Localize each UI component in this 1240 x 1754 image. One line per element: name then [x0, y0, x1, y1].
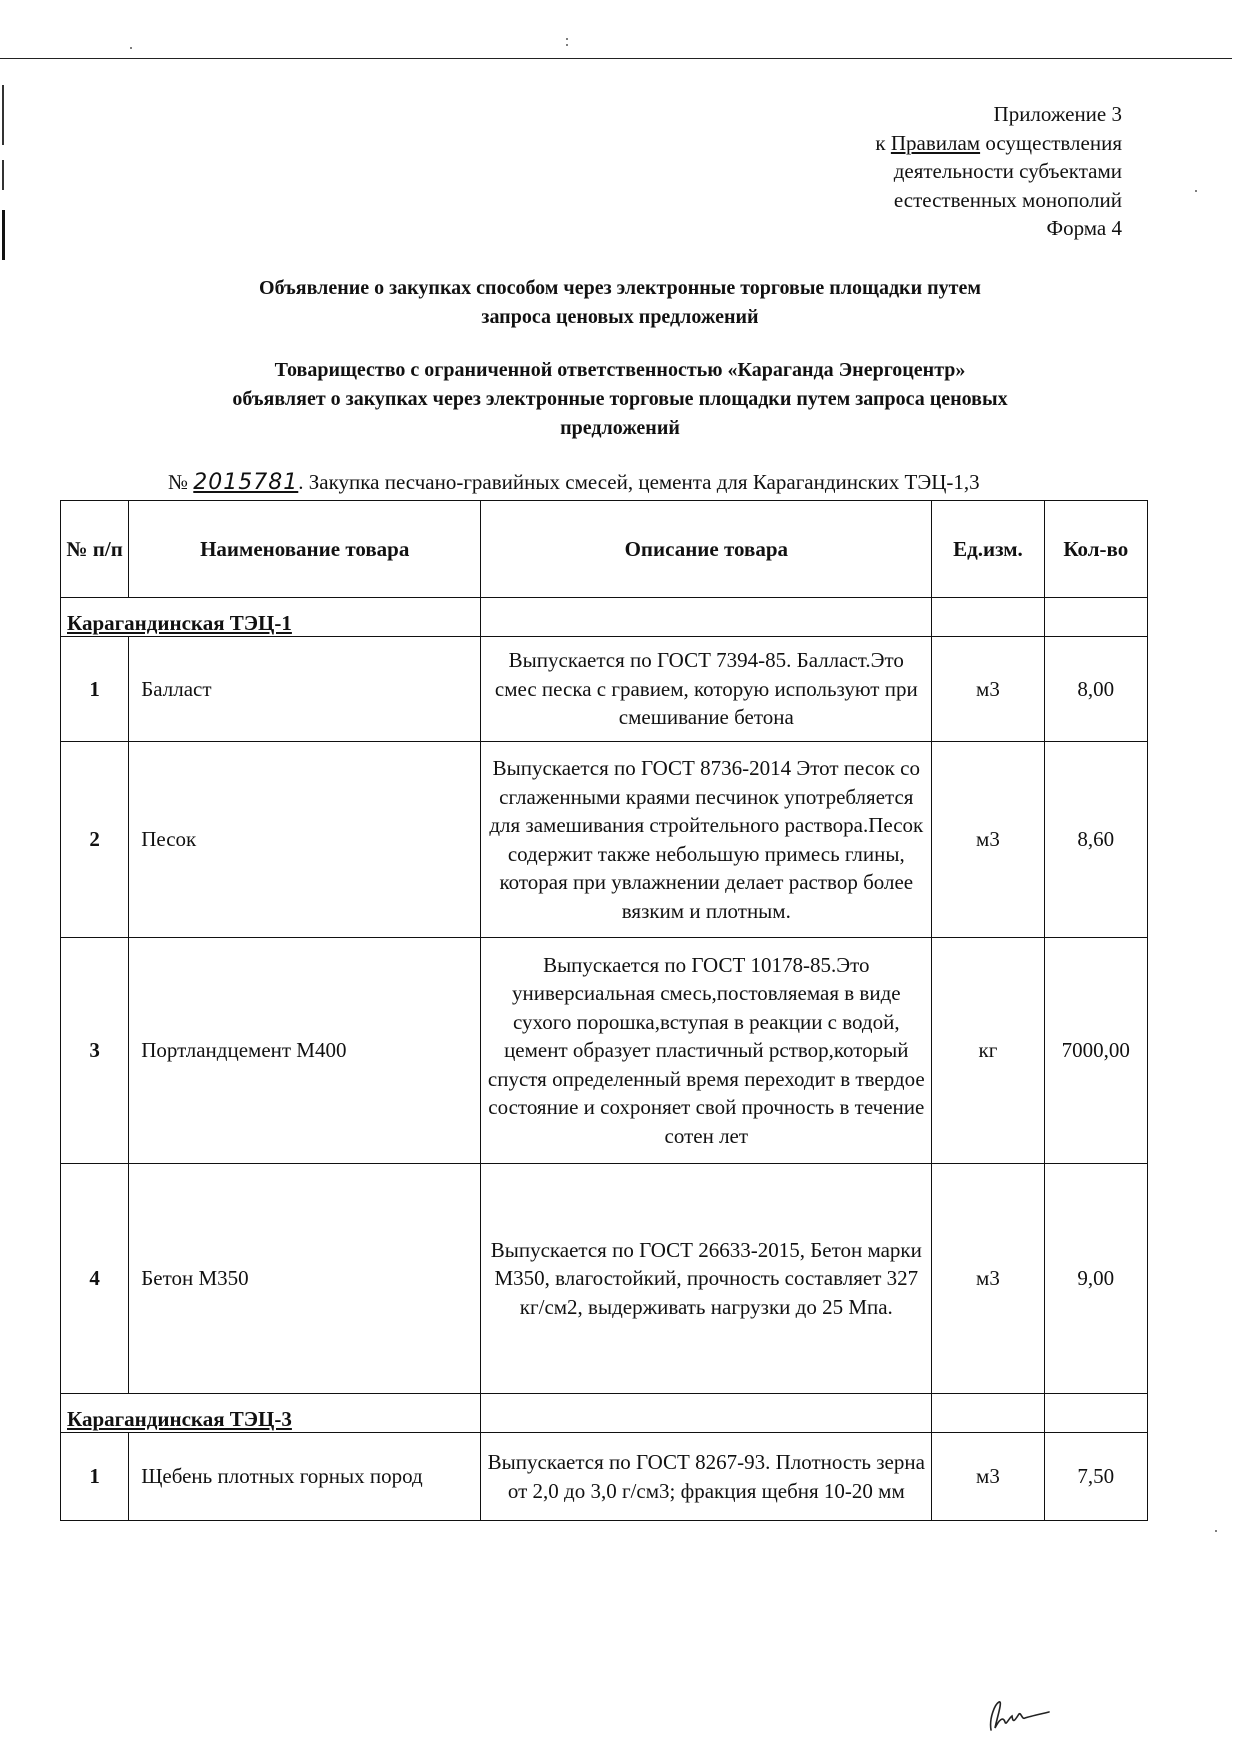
appendix-prefix: к: [875, 130, 891, 155]
section-row: [61, 598, 1148, 637]
procurement-subject: [168, 470, 980, 495]
scan-dot: [1195, 190, 1197, 192]
row-desc: Выпускается по ГОСТ 8267-93. Плотность зерна от 2,0 до 3,0 г/см3; фракция щебня 10-20 мм: [481, 1433, 932, 1521]
table-row: [61, 742, 1148, 938]
table-row: [61, 637, 1148, 742]
header-unit: Ед.изм.: [932, 501, 1044, 598]
table-row: [61, 1164, 1148, 1394]
procurement-number: 2015781: [193, 470, 299, 495]
row-num: 1: [61, 1433, 129, 1521]
organizer-line: предложений: [560, 417, 680, 439]
row-name: Щебень плотных горных пород: [129, 1433, 481, 1521]
organizer-line: объявляет о закупках через электронные торговые площадки путем запроса ценовых: [232, 388, 1008, 410]
row-qty: 7000,00: [1044, 938, 1147, 1164]
appendix-line: Приложение 3: [993, 102, 1122, 126]
header-num: № п/п: [61, 501, 129, 598]
row-desc: Выпускается по ГОСТ 7394-85. Балласт.Это смес песка с гравием, которую используют при смешивание бетона: [481, 637, 932, 742]
signature-mark: [985, 1696, 1055, 1736]
scan-dot: [130, 47, 132, 49]
document-title: [140, 274, 1100, 332]
row-unit: м3: [932, 1433, 1044, 1521]
row-unit: м3: [932, 742, 1044, 938]
section-label: Карагандинская ТЭЦ-1: [61, 598, 481, 637]
row-qty: 8,00: [1044, 637, 1147, 742]
scan-margin-mark: [2, 210, 5, 260]
row-name: Песок: [129, 742, 481, 938]
form-label: Форма 4: [1046, 216, 1122, 240]
appendix-line: [875, 129, 1122, 158]
row-name: Портландцемент М400: [129, 938, 481, 1164]
row-unit: м3: [932, 1164, 1044, 1394]
appendix-header: [875, 100, 1122, 243]
header-desc: Описание товара: [481, 501, 932, 598]
row-name: Балласт: [129, 637, 481, 742]
section-label: Карагандинская ТЭЦ-3: [61, 1394, 481, 1433]
section-empty-cell: [932, 598, 1044, 637]
section-empty-cell: [1044, 598, 1147, 637]
row-unit: м3: [932, 637, 1044, 742]
subject-text: . Закупка песчано-гравийных смесей, цемента для Карагандинских ТЭЦ-1,3: [298, 470, 980, 494]
title-line: запроса ценовых предложений: [481, 306, 759, 328]
appendix-line: деятельности субъектами: [893, 159, 1122, 183]
section-empty-cell: [932, 1394, 1044, 1433]
header-qty: Кол-во: [1044, 501, 1147, 598]
row-name: Бетон М350: [129, 1164, 481, 1394]
scan-margin-mark: [2, 85, 4, 145]
scan-edge-line: [0, 58, 1232, 59]
subject-prefix: №: [168, 470, 194, 494]
row-qty: 7,50: [1044, 1433, 1147, 1521]
table-row: [61, 938, 1148, 1164]
scan-dot: [1215, 1530, 1217, 1532]
organizer-title: [140, 356, 1100, 443]
row-qty: 8,60: [1044, 742, 1147, 938]
table-row: [61, 1433, 1148, 1521]
row-desc: Выпускается по ГОСТ 10178-85.Это универсиальная смесь,постовляемая в виде сухого порошка,вступая в реакции с водой, цемент образует пластичный рствор,который спустя определенный время переходит в твердое состояние и сохроняет свой прочность в течение сотен лет: [481, 938, 932, 1164]
section-empty-cell: [1044, 1394, 1147, 1433]
title-line: Объявление о закупках способом через электронные торговые площадки путем: [259, 277, 981, 299]
appendix-suffix: осуществления: [980, 130, 1122, 155]
row-num: 1: [61, 637, 129, 742]
scan-dot: [566, 44, 568, 46]
goods-table: [60, 500, 1148, 1521]
row-num: 4: [61, 1164, 129, 1394]
table-header-row: [61, 501, 1148, 598]
row-desc: Выпускается по ГОСТ 8736-2014 Этот песок со сглаженными краями песчинок употребляется для замешивания стройтельного раствора.Песок содержит также небольшую примесь глины, которая при увлажнении делает раствор более вязким и плотным.: [481, 742, 932, 938]
header-name: Наименование товара: [129, 501, 481, 598]
organizer-line: Товарищество с ограниченной ответственностью «Караганда Энергоцентр»: [274, 359, 966, 381]
row-desc: Выпускается по ГОСТ 26633-2015, Бетон марки М350, влагостойкий, прочность составляет 327 кг/см2, выдерживать нагрузки до 25 Мпа.: [481, 1164, 932, 1394]
section-empty-cell: [481, 1394, 932, 1433]
appendix-line: естественных монополий: [893, 187, 1122, 212]
row-num: 3: [61, 938, 129, 1164]
row-num: 2: [61, 742, 129, 938]
section-row: [61, 1394, 1148, 1433]
section-empty-cell: [481, 598, 932, 637]
row-unit: кг: [932, 938, 1044, 1164]
row-qty: 9,00: [1044, 1164, 1147, 1394]
rules-link[interactable]: Правилам: [890, 130, 981, 155]
scan-dot: [566, 38, 568, 40]
scan-margin-mark: [2, 160, 4, 190]
